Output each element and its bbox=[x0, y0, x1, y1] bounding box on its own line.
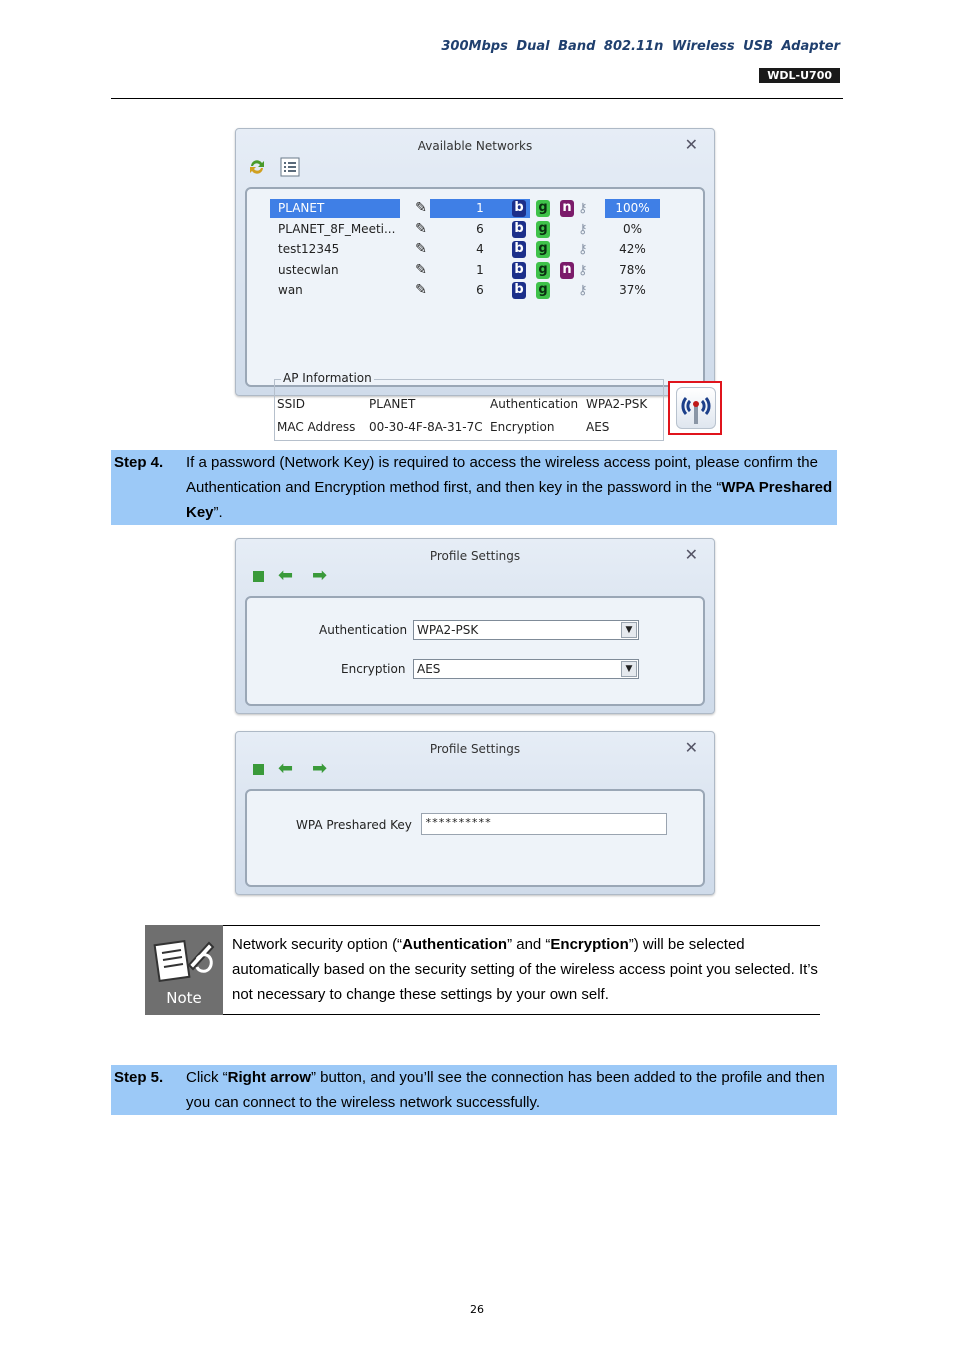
note-icon bbox=[145, 925, 223, 1015]
left-arrow-icon[interactable]: ⬅ bbox=[278, 758, 294, 779]
ap-information-group bbox=[274, 371, 664, 441]
network-channel: 4 bbox=[476, 242, 484, 257]
list-view-icon[interactable] bbox=[280, 157, 300, 177]
profile-panel bbox=[245, 596, 705, 706]
mode-g-icon: g bbox=[536, 221, 550, 238]
header-divider bbox=[111, 98, 843, 99]
note-label: Note bbox=[166, 989, 202, 1007]
mode-b-icon: b bbox=[512, 282, 526, 299]
refresh-icon[interactable] bbox=[247, 157, 267, 177]
authentication-select[interactable]: WPA2-PSK ▼ bbox=[413, 620, 639, 640]
mode-b-icon: b bbox=[512, 262, 526, 279]
chevron-down-icon[interactable]: ▼ bbox=[621, 622, 637, 638]
available-networks-window bbox=[235, 128, 715, 434]
chevron-down-icon[interactable]: ▼ bbox=[621, 661, 637, 677]
window-title: Profile Settings bbox=[429, 742, 521, 756]
mode-b-icon: b bbox=[512, 200, 526, 217]
network-row[interactable] bbox=[260, 261, 680, 281]
network-name: PLANET bbox=[270, 199, 400, 218]
network-name: PLANET_8F_Meeti... bbox=[278, 221, 396, 236]
step-number: Step 5. bbox=[114, 1069, 164, 1086]
note-text: Network security option (“Authentication” and “Encryption”) will be selected automatically based on the security setting of the wireless access point you selected. It’s not necessary to change these settings by your own self. bbox=[232, 936, 818, 1003]
network-name: wan bbox=[278, 283, 303, 298]
mac-address-value: 00-30-4F-8A-31-7C bbox=[369, 420, 483, 434]
right-arrow-icon[interactable]: ➡ bbox=[312, 565, 328, 586]
encryption-select[interactable]: AES ▼ bbox=[413, 659, 639, 679]
ssid-label: SSID bbox=[277, 397, 306, 411]
network-signal: 37% bbox=[619, 283, 646, 298]
close-icon[interactable]: ✕ bbox=[684, 135, 698, 154]
mode-g-icon: g bbox=[536, 241, 550, 258]
network-name: ustecwlan bbox=[278, 262, 339, 277]
network-signal: 42% bbox=[619, 242, 646, 257]
lock-icon: ✎ bbox=[415, 261, 427, 278]
model-badge: WDL-U700 bbox=[759, 68, 840, 83]
page-number: 26 bbox=[470, 1303, 484, 1316]
step-4 bbox=[111, 450, 837, 525]
encryption-label: Encryption bbox=[490, 420, 555, 434]
mode-g-icon: g bbox=[536, 200, 550, 217]
network-channel: 6 bbox=[476, 283, 484, 298]
network-signal: 78% bbox=[619, 262, 646, 277]
mode-g-icon: g bbox=[536, 282, 550, 299]
mode-g-icon: g bbox=[536, 262, 550, 279]
encryption-label: Encryption bbox=[341, 662, 406, 676]
profile-panel bbox=[245, 789, 705, 887]
note-top-rule bbox=[223, 925, 820, 926]
key-icon: ⚷ bbox=[578, 201, 588, 216]
mac-address-label: MAC Address bbox=[277, 420, 356, 434]
network-signal: 0% bbox=[622, 221, 643, 236]
stop-icon[interactable] bbox=[253, 764, 264, 775]
mode-n-icon: n bbox=[560, 262, 574, 279]
mode-b-icon: b bbox=[512, 241, 526, 258]
authentication-label: Authentication bbox=[319, 623, 408, 637]
profile-settings-window-key bbox=[235, 731, 715, 895]
network-channel: 1 bbox=[476, 262, 484, 277]
network-row[interactable] bbox=[260, 199, 680, 219]
ap-information-legend: AP Information bbox=[283, 371, 372, 385]
window-title: Profile Settings bbox=[429, 549, 521, 563]
mode-n-icon: n bbox=[560, 200, 574, 217]
note-bottom-rule bbox=[223, 1014, 820, 1015]
authentication-label: Authentication bbox=[490, 397, 579, 411]
key-icon: ⚷ bbox=[578, 221, 588, 237]
key-icon: ⚷ bbox=[578, 283, 588, 299]
step-text: If a password (Network Key) is required to access the wireless access point, please confirm the Authentication and Encryption method first, and then key in the password in the “WPA Preshared Key”. bbox=[186, 454, 833, 521]
network-channel: 6 bbox=[476, 221, 484, 236]
network-channel: 1 bbox=[430, 199, 530, 218]
network-row[interactable] bbox=[260, 240, 680, 260]
step-text: Click “Right arrow” button, and you’ll see the connection has been added to the profile and then you can connect to the wireless network successfully. bbox=[186, 1069, 825, 1111]
step-number: Step 4. bbox=[114, 454, 164, 471]
network-signal: 100% bbox=[605, 199, 660, 218]
profile-settings-window-security bbox=[235, 538, 715, 714]
close-icon[interactable]: ✕ bbox=[684, 738, 698, 757]
window-title: Available Networks bbox=[417, 139, 533, 153]
network-row[interactable] bbox=[260, 220, 680, 240]
lock-icon: ✎ bbox=[415, 220, 427, 237]
stop-icon[interactable] bbox=[253, 571, 264, 582]
wireless-antenna-icon bbox=[676, 387, 716, 429]
network-row[interactable] bbox=[260, 281, 680, 301]
wpa-preshared-key-label: WPA Preshared Key bbox=[296, 818, 412, 832]
document-title: 300Mbps Dual Band 802.11n Wireless USB Adapter bbox=[441, 39, 840, 54]
right-arrow-icon[interactable]: ➡ bbox=[312, 758, 328, 779]
key-icon: ⚷ bbox=[578, 242, 588, 258]
connect-button[interactable] bbox=[668, 381, 722, 435]
wpa-preshared-key-input[interactable]: ********** bbox=[421, 813, 667, 835]
lock-icon: ✎ bbox=[415, 282, 427, 299]
left-arrow-icon[interactable]: ⬅ bbox=[278, 565, 294, 586]
network-name: test12345 bbox=[278, 242, 340, 257]
ssid-value: PLANET bbox=[369, 397, 416, 411]
lock-icon: ✎ bbox=[415, 200, 427, 216]
mode-b-icon: b bbox=[512, 221, 526, 238]
key-icon: ⚷ bbox=[578, 262, 588, 278]
close-icon[interactable]: ✕ bbox=[684, 545, 698, 564]
step-5 bbox=[111, 1065, 837, 1115]
lock-icon: ✎ bbox=[415, 241, 427, 258]
encryption-value: AES bbox=[586, 420, 610, 434]
authentication-value: WPA2-PSK bbox=[586, 397, 648, 411]
